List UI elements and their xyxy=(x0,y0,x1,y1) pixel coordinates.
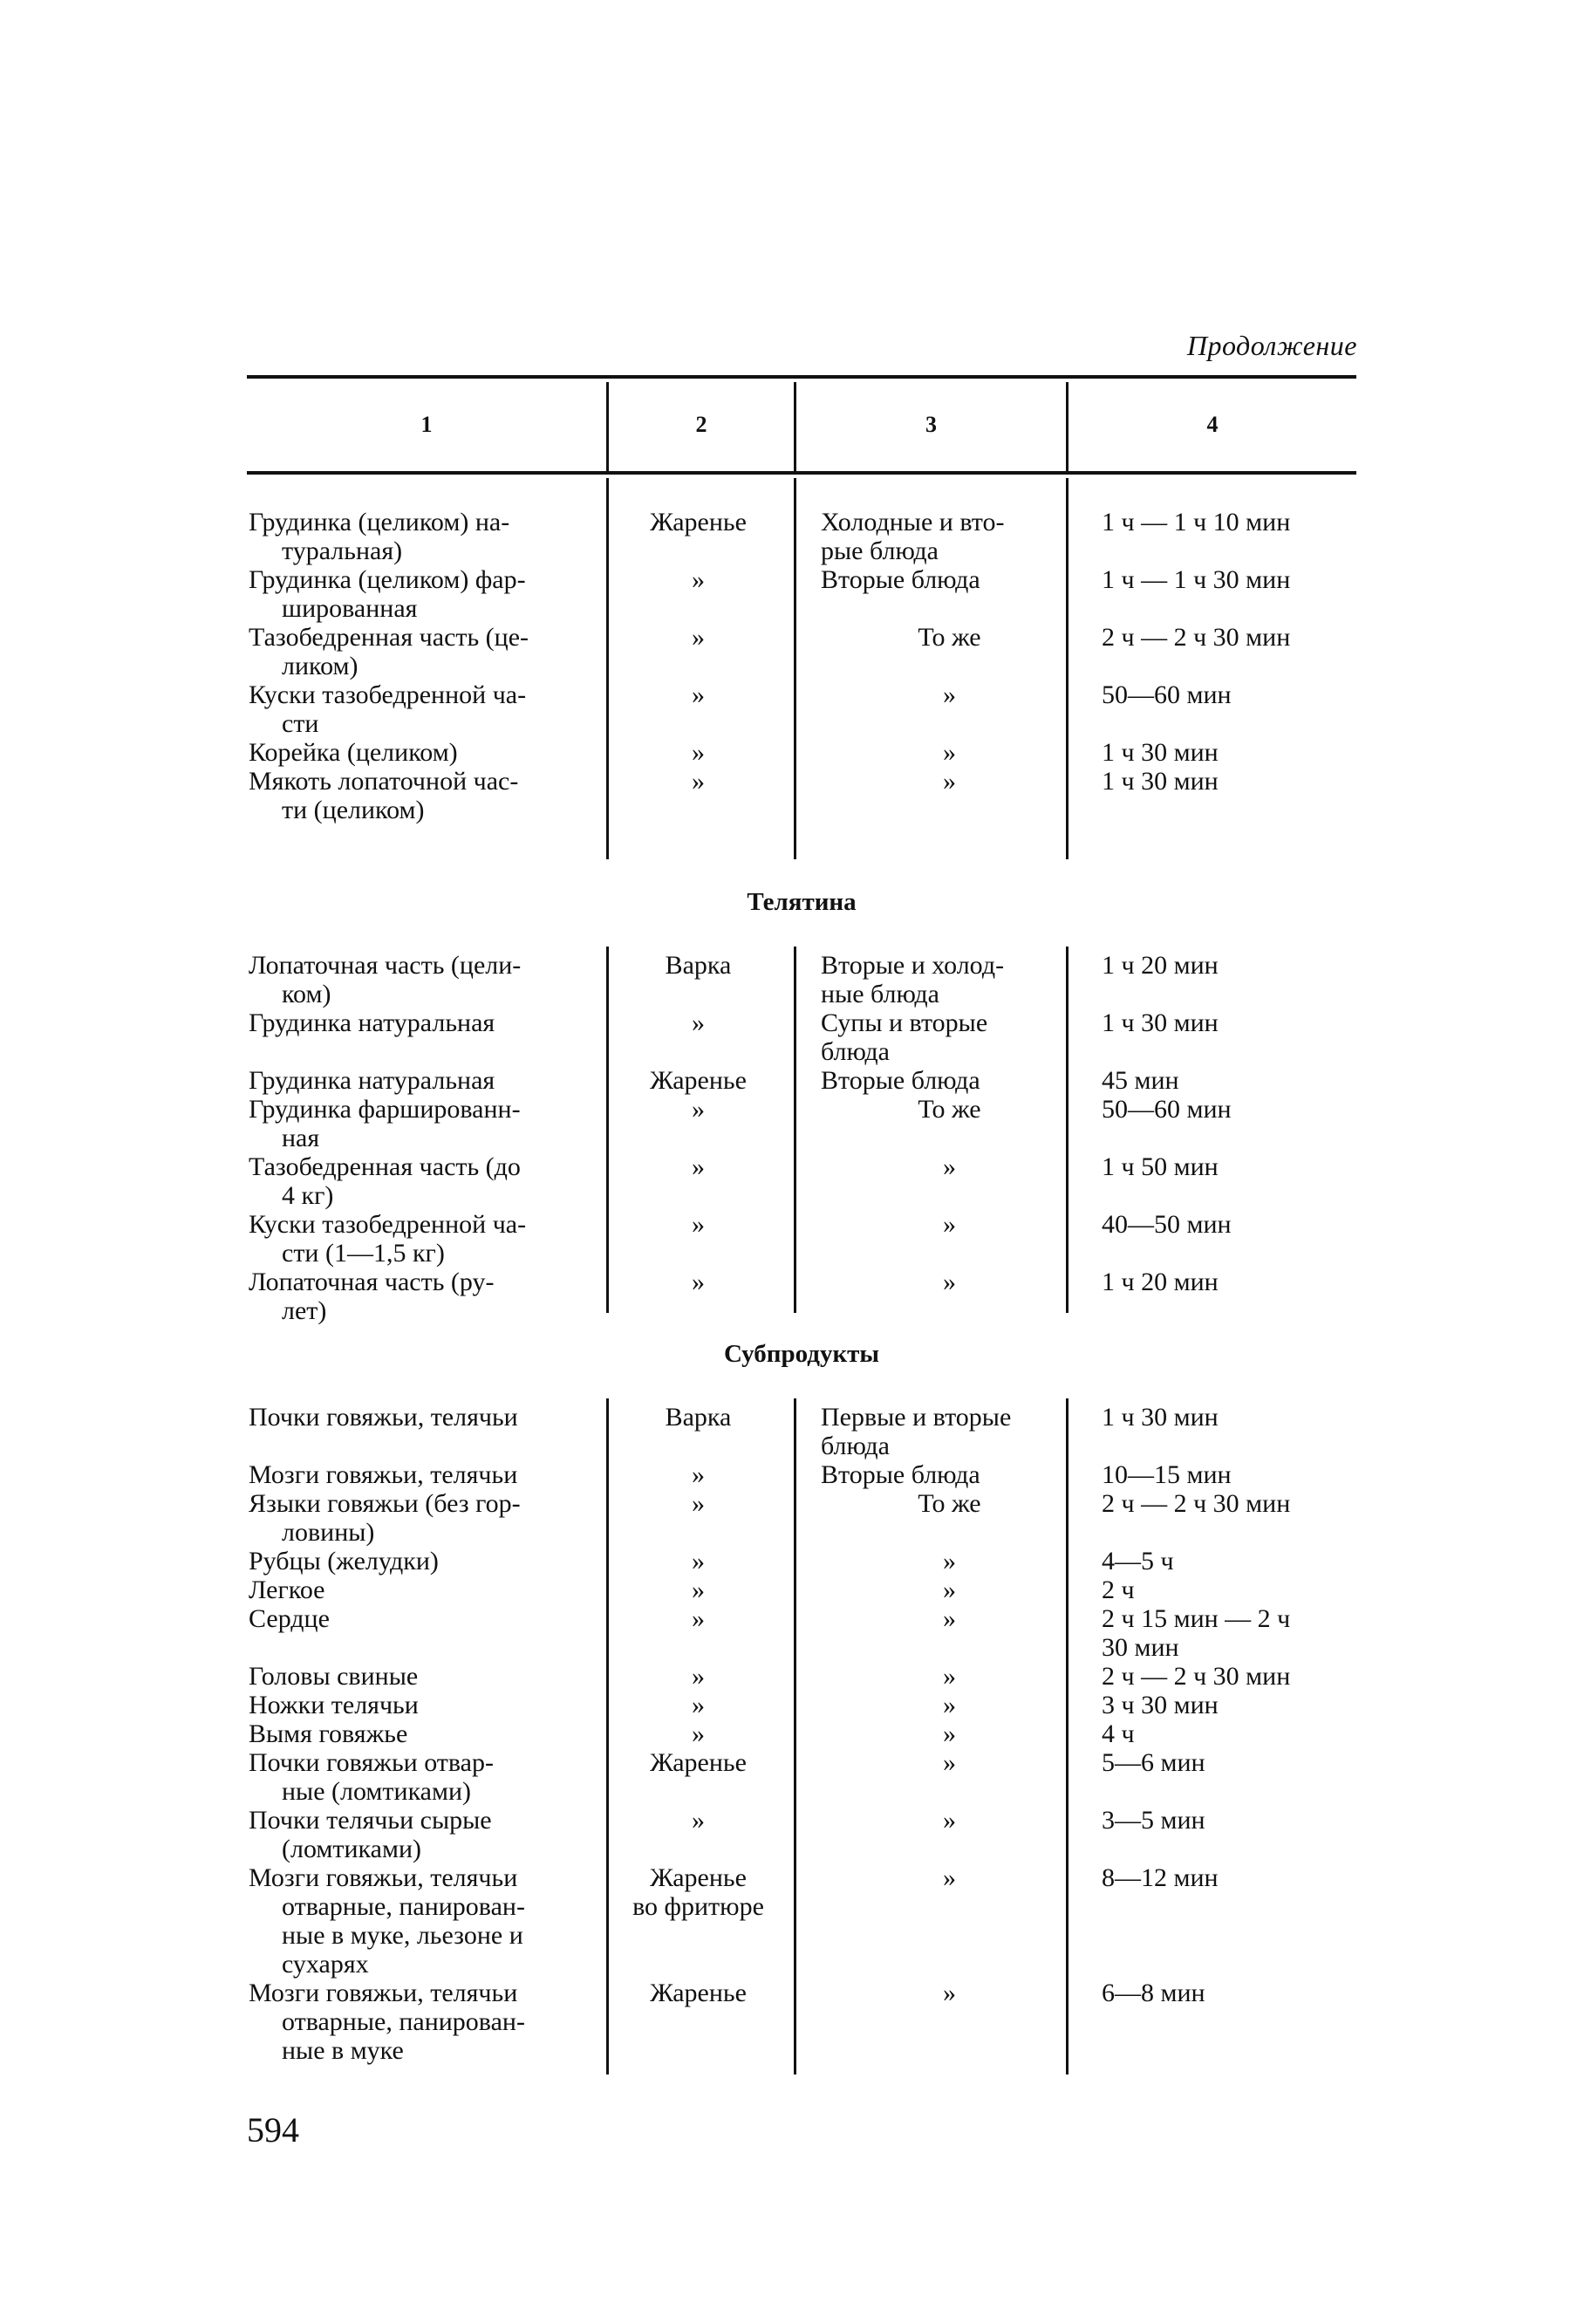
time-cell-line: 1 ч 30 мин xyxy=(1102,1008,1219,1037)
use-cell xyxy=(821,1748,1078,1777)
continued-label: Продолжение xyxy=(1186,330,1357,361)
use-cell xyxy=(821,1662,1078,1691)
method-cell xyxy=(613,1152,783,1181)
time-cell xyxy=(1102,1863,1363,1892)
product-cell xyxy=(249,1863,589,1979)
product-cell-line: Мозги говяжьи, телячьи xyxy=(249,1863,518,1892)
time-cell-line: 40—50 мин xyxy=(1102,1210,1232,1239)
use-cell-line: » xyxy=(943,1748,956,1777)
product-cell-line: Куски тазобедренной ча- xyxy=(249,1210,527,1239)
time-cell xyxy=(1102,1748,1363,1777)
use-cell xyxy=(821,1863,1078,1892)
use-cell xyxy=(821,1460,1078,1489)
method-cell-line: » xyxy=(692,1662,705,1691)
time-cell xyxy=(1102,680,1363,709)
method-cell xyxy=(613,1547,783,1576)
time-cell-line: 6—8 мин xyxy=(1102,1979,1205,2007)
product-cell xyxy=(249,623,589,680)
method-cell-line: » xyxy=(692,1806,705,1835)
method-cell xyxy=(613,738,783,767)
method-cell-line: Жаренье xyxy=(650,1066,747,1095)
product-cell xyxy=(249,1719,589,1748)
product-cell xyxy=(249,1489,589,1547)
method-cell-line: Жаренье xyxy=(650,1748,747,1777)
use-cell-line: Вторые и холод- xyxy=(821,951,1005,980)
product-cell-line: Тазобедренная часть (це- xyxy=(249,623,529,652)
product-cell-line: лет) xyxy=(282,1296,327,1325)
product-cell-line: сти xyxy=(282,709,319,738)
product-cell-line: туральная) xyxy=(282,537,403,565)
method-cell-line: » xyxy=(692,1489,705,1518)
method-cell xyxy=(613,767,783,796)
product-cell xyxy=(249,1460,589,1489)
product-cell xyxy=(249,1806,589,1863)
use-cell-line: » xyxy=(943,767,956,796)
method-cell-line: Жаренье xyxy=(650,1863,747,1892)
time-cell-line: 1 ч 50 мин xyxy=(1102,1152,1219,1181)
product-cell xyxy=(249,508,589,565)
time-cell-line: 1 ч 20 мин xyxy=(1102,1268,1219,1296)
table-top-rule xyxy=(247,375,1356,379)
column-divider xyxy=(794,1398,796,2075)
time-cell xyxy=(1102,1008,1363,1037)
time-cell-line: 50—60 мин xyxy=(1102,1095,1232,1124)
section-title: Субпродукты xyxy=(723,1340,880,1368)
time-cell-line: 2 ч xyxy=(1102,1576,1135,1604)
time-cell-line: 5—6 мин xyxy=(1102,1748,1205,1777)
product-cell-line: Языки говяжьи (без гор- xyxy=(249,1489,521,1518)
method-cell-line: » xyxy=(692,623,705,652)
method-cell-line: Варка xyxy=(665,1403,732,1432)
product-cell-line: Легкое xyxy=(249,1576,325,1604)
use-cell-line: блюда xyxy=(821,1432,890,1460)
time-cell xyxy=(1102,1489,1363,1518)
column-divider xyxy=(794,382,796,471)
product-cell xyxy=(249,738,589,767)
use-cell xyxy=(821,1152,1078,1181)
use-cell-line: » xyxy=(943,738,956,767)
column-divider xyxy=(794,947,796,1313)
time-cell xyxy=(1102,565,1363,594)
method-cell-line: » xyxy=(692,1095,705,1124)
use-cell-line: » xyxy=(943,1152,956,1181)
product-cell-line: ные (ломтиками) xyxy=(282,1777,472,1806)
method-cell xyxy=(613,1662,783,1691)
method-cell xyxy=(613,1268,783,1296)
time-cell xyxy=(1102,1066,1363,1095)
time-cell-line: 1 ч 30 мин xyxy=(1102,767,1219,796)
time-cell-line: 50—60 мин xyxy=(1102,680,1232,709)
method-cell-line: во фритюре xyxy=(632,1892,764,1921)
method-cell-line: » xyxy=(692,1576,705,1604)
product-cell xyxy=(249,1095,589,1152)
method-cell-line: » xyxy=(692,680,705,709)
use-cell-line: блюда xyxy=(821,1037,890,1066)
method-cell-line: » xyxy=(692,738,705,767)
product-cell xyxy=(249,1210,589,1268)
product-cell xyxy=(249,1268,589,1325)
time-cell xyxy=(1102,1210,1363,1239)
time-cell xyxy=(1102,508,1363,537)
use-cell xyxy=(821,738,1078,767)
use-cell xyxy=(821,767,1078,796)
product-cell-line: Почки говяжьи, телячьи xyxy=(249,1403,518,1432)
product-cell xyxy=(249,1576,589,1604)
time-cell-line: 1 ч — 1 ч 10 мин xyxy=(1102,508,1291,537)
method-cell xyxy=(613,1719,783,1748)
product-cell-line: (ломтиками) xyxy=(282,1835,422,1863)
time-cell xyxy=(1102,1460,1363,1489)
method-cell-line: » xyxy=(692,1152,705,1181)
use-cell xyxy=(821,1268,1078,1296)
product-cell-line: Мякоть лопаточной час- xyxy=(249,767,519,796)
time-cell-line: 2 ч — 2 ч 30 мин xyxy=(1102,1489,1291,1518)
use-cell-line: » xyxy=(943,1210,956,1239)
method-cell-line: » xyxy=(692,565,705,594)
method-cell xyxy=(613,1604,783,1633)
product-cell-line: ти (целиком) xyxy=(282,796,425,824)
use-cell xyxy=(821,1691,1078,1719)
method-cell-line: » xyxy=(692,1691,705,1719)
column-divider xyxy=(606,382,609,471)
time-cell-line: 1 ч 30 мин xyxy=(1102,738,1219,767)
product-cell-line: Тазобедренная часть (до xyxy=(249,1152,521,1181)
time-cell-line: 8—12 мин xyxy=(1102,1863,1219,1892)
time-cell xyxy=(1102,951,1363,980)
use-cell xyxy=(821,1095,1078,1124)
product-cell-line: ком) xyxy=(282,980,331,1008)
method-cell xyxy=(613,951,783,980)
time-cell xyxy=(1102,767,1363,796)
product-cell-line: 4 кг) xyxy=(282,1181,334,1210)
column-number-3: 3 xyxy=(925,412,937,437)
method-cell xyxy=(613,1979,783,2007)
use-cell-line: Вторые блюда xyxy=(821,1066,980,1095)
product-cell xyxy=(249,1152,589,1210)
use-cell xyxy=(821,1008,1078,1066)
product-cell-line: Ножки телячьи xyxy=(249,1691,419,1719)
use-cell xyxy=(821,680,1078,709)
section-title: Телятина xyxy=(747,888,857,916)
time-cell-line: 1 ч — 1 ч 30 мин xyxy=(1102,565,1291,594)
method-cell-line: » xyxy=(692,1210,705,1239)
column-divider xyxy=(606,1398,609,2075)
time-cell-line: 30 мин xyxy=(1102,1633,1179,1662)
method-cell xyxy=(613,1066,783,1095)
time-cell-line: 4—5 ч xyxy=(1102,1547,1174,1576)
use-cell-line: То же xyxy=(918,623,981,652)
product-cell xyxy=(249,1748,589,1806)
use-cell xyxy=(821,1806,1078,1835)
method-cell-line: » xyxy=(692,1604,705,1633)
use-cell-line: » xyxy=(943,1863,956,1892)
time-cell xyxy=(1102,1152,1363,1181)
method-cell-line: Жаренье xyxy=(650,1979,747,2007)
use-cell-line: » xyxy=(943,1576,956,1604)
product-cell-line: Мозги говяжьи, телячьи xyxy=(249,1460,518,1489)
product-cell-line: ловины) xyxy=(282,1518,375,1547)
use-cell-line: То же xyxy=(918,1095,981,1124)
product-cell xyxy=(249,767,589,824)
product-cell-line: Сердце xyxy=(249,1604,330,1633)
product-cell-line: Почки говяжьи отвар- xyxy=(249,1748,494,1777)
use-cell-line: » xyxy=(943,1979,956,2007)
product-cell-line: сухарях xyxy=(282,1950,369,1979)
use-cell-line: » xyxy=(943,680,956,709)
method-cell-line: » xyxy=(692,1268,705,1296)
product-cell-line: Куски тазобедренной ча- xyxy=(249,680,527,709)
column-number-2: 2 xyxy=(695,412,707,437)
product-cell-line: отварные, панирован- xyxy=(282,2007,525,2036)
product-cell-line: Лопаточная часть (ру- xyxy=(249,1268,495,1296)
use-cell-line: То же xyxy=(918,1489,981,1518)
method-cell-line: » xyxy=(692,1008,705,1037)
time-cell-line: 2 ч 15 мин — 2 ч xyxy=(1102,1604,1291,1633)
product-cell-line: Грудинка (целиком) на- xyxy=(249,508,510,537)
use-cell xyxy=(821,1604,1078,1633)
product-cell-line: отварные, панирован- xyxy=(282,1892,525,1921)
product-cell xyxy=(249,1403,589,1432)
product-cell-line: Мозги говяжьи, телячьи xyxy=(249,1979,518,2007)
time-cell xyxy=(1102,1806,1363,1835)
method-cell-line: » xyxy=(692,767,705,796)
time-cell-line: 3—5 мин xyxy=(1102,1806,1205,1835)
product-cell xyxy=(249,1008,589,1037)
product-cell xyxy=(249,1547,589,1576)
time-cell xyxy=(1102,1547,1363,1576)
page-number: 594 xyxy=(247,2110,299,2150)
product-cell-line: шированная xyxy=(282,594,418,623)
time-cell-line: 4 ч xyxy=(1102,1719,1135,1748)
product-cell-line: Грудинка фаршированн- xyxy=(249,1095,521,1124)
time-cell-line: 1 ч 20 мин xyxy=(1102,951,1219,980)
use-cell xyxy=(821,1066,1078,1095)
use-cell-line: рые блюда xyxy=(821,537,939,565)
product-cell-line: Рубцы (желудки) xyxy=(249,1547,439,1576)
method-cell-line: Варка xyxy=(665,951,732,980)
product-cell xyxy=(249,1691,589,1719)
use-cell-line: » xyxy=(943,1547,956,1576)
use-cell xyxy=(821,1979,1078,2007)
time-cell-line: 2 ч — 2 ч 30 мин xyxy=(1102,623,1291,652)
product-cell xyxy=(249,1604,589,1633)
method-cell-line: » xyxy=(692,1460,705,1489)
table-header-rule xyxy=(247,471,1356,475)
method-cell-line: » xyxy=(692,1719,705,1748)
method-cell-line: » xyxy=(692,1547,705,1576)
use-cell xyxy=(821,1210,1078,1239)
product-cell-line: Лопаточная часть (цели- xyxy=(249,951,522,980)
column-number-4: 4 xyxy=(1206,412,1219,437)
method-cell xyxy=(613,1806,783,1835)
product-cell xyxy=(249,1662,589,1691)
column-divider xyxy=(794,478,796,859)
method-cell xyxy=(613,623,783,652)
method-cell xyxy=(613,1691,783,1719)
use-cell xyxy=(821,623,1078,652)
use-cell-line: » xyxy=(943,1719,956,1748)
method-cell xyxy=(613,1210,783,1239)
time-cell xyxy=(1102,1095,1363,1124)
use-cell-line: » xyxy=(943,1662,956,1691)
use-cell xyxy=(821,1403,1078,1460)
product-cell-line: Корейка (целиком) xyxy=(249,738,458,767)
product-cell-line: ликом) xyxy=(282,652,358,680)
use-cell xyxy=(821,1547,1078,1576)
method-cell xyxy=(613,1489,783,1518)
use-cell-line: Первые и вторые xyxy=(821,1403,1012,1432)
use-cell xyxy=(821,1489,1078,1518)
method-cell xyxy=(613,565,783,594)
product-cell-line: Головы свиные xyxy=(249,1662,419,1691)
product-cell-line: сти (1—1,5 кг) xyxy=(282,1239,445,1268)
method-cell xyxy=(613,1748,783,1777)
use-cell xyxy=(821,508,1078,565)
method-cell xyxy=(613,1008,783,1037)
time-cell-line: 3 ч 30 мин xyxy=(1102,1691,1219,1719)
time-cell xyxy=(1102,1268,1363,1296)
method-cell xyxy=(613,1460,783,1489)
time-cell xyxy=(1102,1576,1363,1604)
time-cell-line: 2 ч — 2 ч 30 мин xyxy=(1102,1662,1291,1691)
product-cell-line: Грудинка натуральная xyxy=(249,1008,495,1037)
time-cell-line: 1 ч 30 мин xyxy=(1102,1403,1219,1432)
use-cell-line: Супы и вторые xyxy=(821,1008,988,1037)
product-cell xyxy=(249,565,589,623)
use-cell xyxy=(821,1719,1078,1748)
column-divider xyxy=(606,478,609,859)
use-cell-line: Вторые блюда xyxy=(821,565,980,594)
use-cell-line: ные блюда xyxy=(821,980,939,1008)
product-cell-line: Вымя говяжье xyxy=(249,1719,408,1748)
product-cell xyxy=(249,1979,589,2065)
method-cell xyxy=(613,508,783,537)
time-cell xyxy=(1102,1604,1363,1662)
use-cell-line: » xyxy=(943,1806,956,1835)
use-cell-line: Холодные и вто- xyxy=(821,508,1005,537)
product-cell-line: ные в муке xyxy=(282,2036,404,2065)
method-cell xyxy=(613,1403,783,1432)
product-cell-line: Грудинка натуральная xyxy=(249,1066,495,1095)
time-cell xyxy=(1102,1662,1363,1691)
method-cell xyxy=(613,680,783,709)
column-divider xyxy=(1066,382,1069,471)
use-cell-line: » xyxy=(943,1691,956,1719)
product-cell xyxy=(249,1066,589,1095)
product-cell xyxy=(249,680,589,738)
time-cell-line: 10—15 мин xyxy=(1102,1460,1232,1489)
time-cell xyxy=(1102,738,1363,767)
use-cell xyxy=(821,565,1078,594)
method-cell-line: Жаренье xyxy=(650,508,747,537)
product-cell-line: ные в муке, льезоне и xyxy=(282,1921,523,1950)
use-cell-line: Вторые блюда xyxy=(821,1460,980,1489)
product-cell xyxy=(249,951,589,1008)
use-cell xyxy=(821,1576,1078,1604)
product-cell-line: Почки телячьи сырые xyxy=(249,1806,492,1835)
product-cell-line: ная xyxy=(282,1124,320,1152)
time-cell-line: 45 мин xyxy=(1102,1066,1179,1095)
time-cell xyxy=(1102,1691,1363,1719)
time-cell xyxy=(1102,623,1363,652)
product-cell-line: Грудинка (целиком) фар- xyxy=(249,565,526,594)
time-cell xyxy=(1102,1403,1363,1432)
column-number-1: 1 xyxy=(420,412,433,437)
use-cell-line: » xyxy=(943,1268,956,1296)
method-cell xyxy=(613,1863,783,1921)
column-divider xyxy=(606,947,609,1313)
method-cell xyxy=(613,1576,783,1604)
time-cell xyxy=(1102,1979,1363,2007)
method-cell xyxy=(613,1095,783,1124)
time-cell xyxy=(1102,1719,1363,1748)
use-cell xyxy=(821,951,1078,1008)
use-cell-line: » xyxy=(943,1604,956,1633)
